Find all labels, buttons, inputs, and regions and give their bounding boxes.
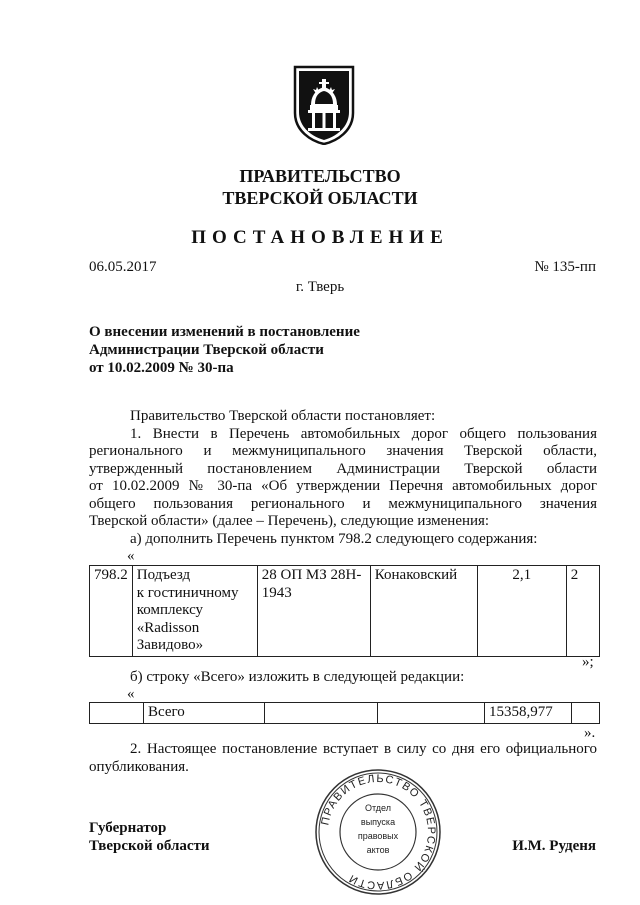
table-cell-empty	[265, 703, 378, 724]
sub-item-a: а) дополнить Перечень пунктом 798.2 следующего содержания:	[130, 530, 538, 547]
road-name-line: к гостиничному	[136, 584, 239, 601]
stamp-center-line: выпуска	[360, 817, 396, 827]
close-quote: ».	[584, 725, 596, 741]
subject-line: О внесении изменений в постановление	[89, 324, 360, 340]
signatory-title-line1: Губернатор	[89, 820, 167, 836]
body-line: 1. Внести в Перечень автомобильных дорог общего пользования	[130, 425, 597, 442]
table-cell-category: 2	[566, 566, 599, 657]
official-stamp	[313, 767, 443, 897]
table-row	[90, 703, 600, 724]
body-line: регионального и межмуниципального значения Тверской области,	[89, 443, 597, 459]
table-cell-road-code	[257, 566, 370, 657]
intro-paragraph: Правительство Тверской области постановляет:	[130, 408, 436, 424]
table-cell-total-label: Всего	[144, 703, 265, 724]
document-date: 06.05.2017	[89, 259, 157, 275]
roads-table-total-row	[89, 702, 600, 724]
table-cell-number: 798.2	[90, 566, 133, 657]
document-subject	[89, 323, 360, 377]
table-cell-empty	[90, 703, 144, 724]
road-code-line: 1943	[261, 584, 292, 601]
table-cell-district: Конаковский	[370, 566, 477, 657]
subject-line: Администрации Тверской области	[89, 342, 324, 358]
government-name-line2: ТВЕРСКОЙ ОБЛАСТИ	[222, 188, 418, 208]
body-line: утвержденный постановлением Администрации Тверской области	[89, 460, 597, 477]
body-line: от 10.02.2009 № 30-па «Об утверждении Перечня автомобильных дорог	[89, 478, 597, 494]
document-city: г. Тверь	[295, 279, 345, 295]
signatory-name: И.М. Руденя	[512, 838, 596, 854]
document-number: № 135-пп	[534, 259, 596, 275]
subject-line: от 10.02.2009 № 30-па	[89, 360, 234, 376]
stamp-center-line: актов	[366, 845, 390, 855]
stamp-center-line: правовых	[357, 831, 399, 841]
body-line: 2. Настоящее постановление вступает в силу со дня его официального	[130, 741, 597, 757]
sub-item-b-text: б) строку «Всего» изложить в следующей редакции:	[130, 669, 465, 685]
government-name-line1: ПРАВИТЕЛЬСТВО	[239, 166, 401, 186]
table-cell-empty	[572, 703, 600, 724]
body-line: Тверской области» (далее – Перечень), следующие изменения:	[89, 513, 490, 529]
road-code-line: 28 ОП МЗ 28Н-	[261, 567, 362, 583]
road-name-line: «Radisson	[136, 619, 200, 636]
open-quote: «	[127, 548, 135, 564]
table-row	[90, 566, 600, 657]
body-line: общего пользования регионального и межмуниципального значения	[89, 495, 597, 512]
decree-body-item1	[89, 408, 597, 548]
open-quote: «	[127, 686, 135, 702]
table-cell-road-name	[132, 566, 257, 657]
table-cell-total-value: 15358,977	[485, 703, 572, 724]
coat-of-arms-emblem	[293, 65, 355, 145]
document-type-title: ПОСТАНОВЛЕНИЕ	[191, 227, 449, 248]
sub-item-b	[89, 669, 597, 687]
roads-table-new-item	[89, 565, 600, 657]
table-cell-empty	[378, 703, 485, 724]
table-cell-length: 2,1	[477, 566, 566, 657]
body-line: опубликования.	[89, 758, 189, 775]
road-name-line: комплексу	[136, 602, 204, 618]
stamp-ring-text: ПРАВИТЕЛЬСТВО ТВЕРСКОЙ ОБЛАСТИ	[319, 772, 438, 892]
signatory-title-line2: Тверской области	[89, 838, 210, 854]
stamp-center-line: Отдел	[364, 803, 392, 813]
close-quote: »;	[582, 654, 594, 670]
road-name-line: Завидово»	[136, 637, 204, 653]
road-name-line: Подъезд	[136, 567, 191, 583]
